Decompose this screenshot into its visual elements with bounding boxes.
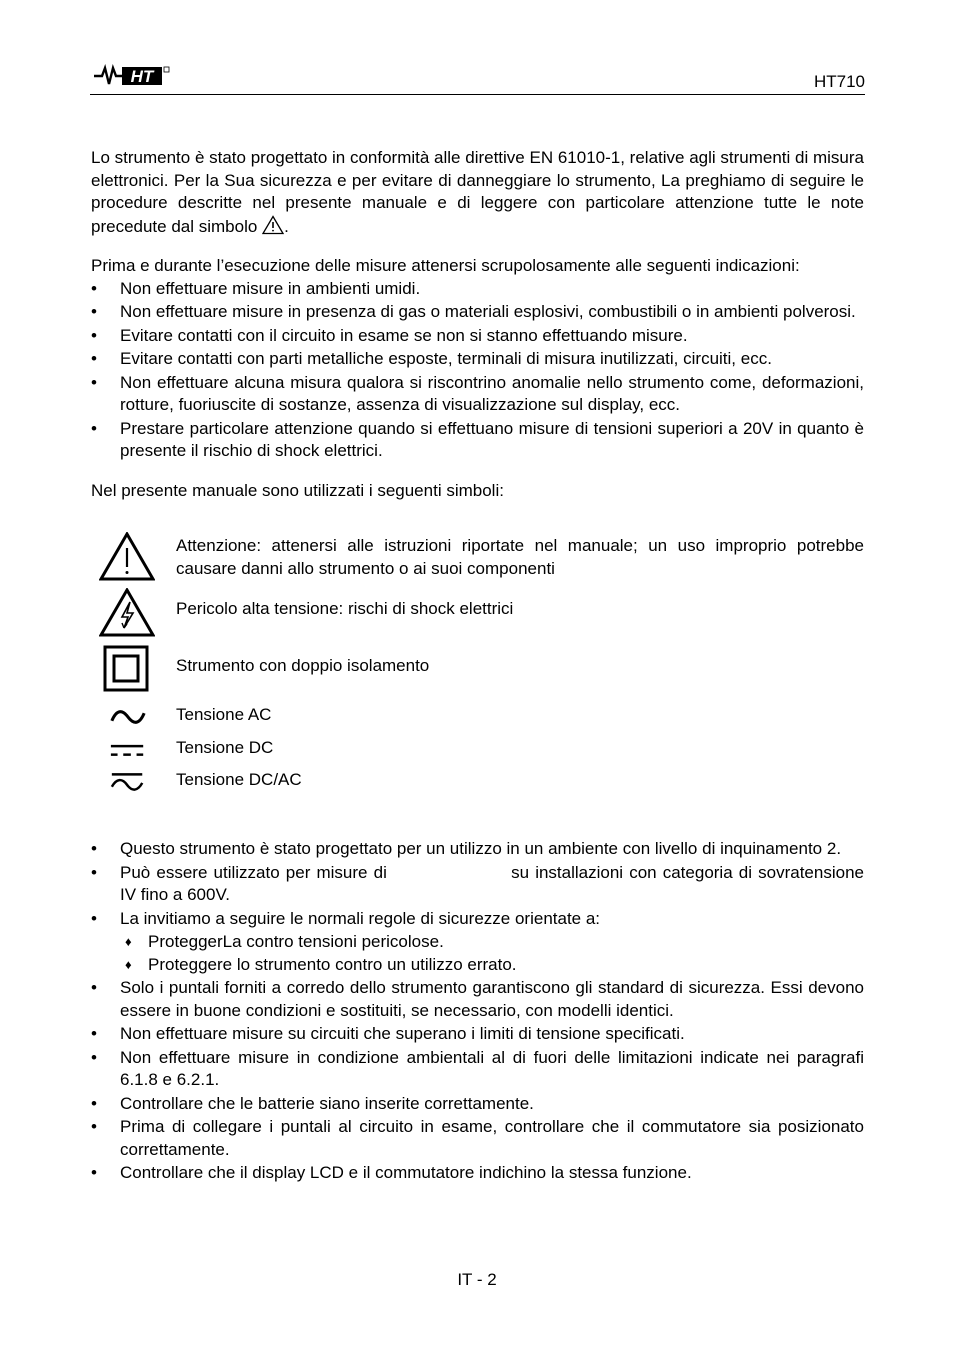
- page-content: [91, 147, 864, 1186]
- symbol-row: [91, 532, 864, 584]
- symbol-description: Tensione AC: [176, 705, 272, 724]
- document-id: HT710: [813, 72, 865, 91]
- double-insulation-icon: [102, 644, 152, 694]
- list-item: • Questo strumento è stato progettato per un utilizzo in un ambiente con livello di inquinamento 2.: [91, 839, 842, 858]
- list-item: • Controllare che le batterie siano inserite correttamente.: [91, 1093, 534, 1113]
- list-item: • Non effettuare alcuna misura qualora si riscontrino anomalie nello strumento come, deformazioni, rotture, fuoriuscite di sostanze, assenza di visualizzazione sul display, ecc.: [91, 372, 864, 414]
- warning-triangle-icon: [99, 532, 155, 582]
- warning-inline-icon: [262, 215, 284, 235]
- sub-list-item: ♦ ProteggerLa contro tensioni pericolose.: [125, 932, 444, 951]
- list-item: • Prestare particolare attenzione quando si effettuano misure di tensioni superiori a 20V in quanto è presente il rischio di shock elettrici.: [91, 418, 864, 460]
- high-voltage-icon: [99, 588, 155, 638]
- list-item: • La invitiamo a seguire le normali regole di sicurezze orientate a: ♦ ProteggerLa contro tensioni pericolose. ♦ Proteggere lo strumento contro un utilizzo errato.: [91, 908, 864, 977]
- symbol-row: [91, 704, 864, 734]
- dc-ac-voltage-icon: [109, 769, 147, 795]
- precautions-intro: Prima e durante l’esecuzione delle misure attenersi scrupolosamente alle seguenti indicazioni:: [91, 256, 800, 275]
- precautions-list: [91, 278, 864, 463]
- symbol-description: Pericolo alta tensione: rischi di shock elettrici: [176, 599, 514, 618]
- ac-voltage-icon: [109, 706, 147, 728]
- list-item: • Evitare contatti con parti metalliche esposte, terminali di misura inutilizzati, circuiti, ecc.: [91, 349, 772, 368]
- symbol-row: [91, 588, 864, 640]
- ht-logo: [92, 64, 170, 88]
- intro-paragraph: Lo strumento è stato progettato in conformità alle direttive EN 61010-1, relative agli strumenti di misura elettronici. Per la Sua sicurezza e per evitare di danneggiare lo strumento, La preghiamo di seguire le procedure descritte nel presente manuale e di leggere con particolare attenzione tutte le note precedute dal simbolo .: [91, 148, 864, 236]
- dc-voltage-icon: [109, 737, 147, 759]
- sub-list: [120, 930, 864, 976]
- list-item: • Può essere utilizzato per misure di su installazioni con categoria di sovratensione IV fino a 600V.: [91, 862, 864, 904]
- sub-list-item: ♦ Proteggere lo strumento contro un utilizzo errato.: [125, 955, 517, 974]
- symbols-intro: Nel presente manuale sono utilizzati i seguenti simboli:: [91, 480, 504, 500]
- list-item: • Controllare che il display LCD e il commutatore indichino la stessa funzione.: [91, 1163, 692, 1182]
- symbols-table: [91, 502, 864, 792]
- safety-notes-list: [91, 838, 864, 1185]
- symbol-description: Attenzione: attenersi alle istruzioni riportate nel manuale; un uso improprio potrebbe causare danni allo strumento o ai suoi componenti: [176, 536, 864, 578]
- svg-text:HT: HT: [130, 67, 154, 86]
- list-item: • Non effettuare misure in presenza di gas o materiali esplosivi, combustibili o in ambienti polverosi.: [91, 302, 856, 321]
- page-header: [90, 64, 865, 95]
- symbol-description: Strumento con doppio isolamento: [176, 656, 430, 675]
- list-item: • Prima di collegare i puntali al circuito in esame, controllare che il commutatore sia posizionato correttamente.: [91, 1117, 864, 1159]
- symbol-description: Tensione DC/AC: [176, 770, 302, 789]
- symbol-row: [91, 769, 864, 799]
- symbol-row: [91, 644, 864, 696]
- symbol-description: Tensione DC: [176, 738, 274, 757]
- list-item: • Non effettuare misure in ambienti umidi.: [91, 278, 421, 298]
- list-item: • Non effettuare misure su circuiti che superano i limiti di tensione specificati.: [91, 1024, 685, 1043]
- list-item: • Non effettuare misure in condizione ambientali al di fuori delle limitazioni indicate nei paragrafi 6.1.8 e 6.2.1.: [91, 1047, 864, 1089]
- list-item: • Evitare contatti con il circuito in esame se non si stanno effettuando misure.: [91, 325, 688, 345]
- symbol-row: [91, 737, 864, 767]
- page-number: IT - 2: [457, 1270, 497, 1289]
- list-item: • Solo i puntali forniti a corredo dello strumento garantiscono gli standard di sicurezza. Essi devono essere in buone condizioni e sostituiti, se necessario, con modelli identici.: [91, 978, 864, 1020]
